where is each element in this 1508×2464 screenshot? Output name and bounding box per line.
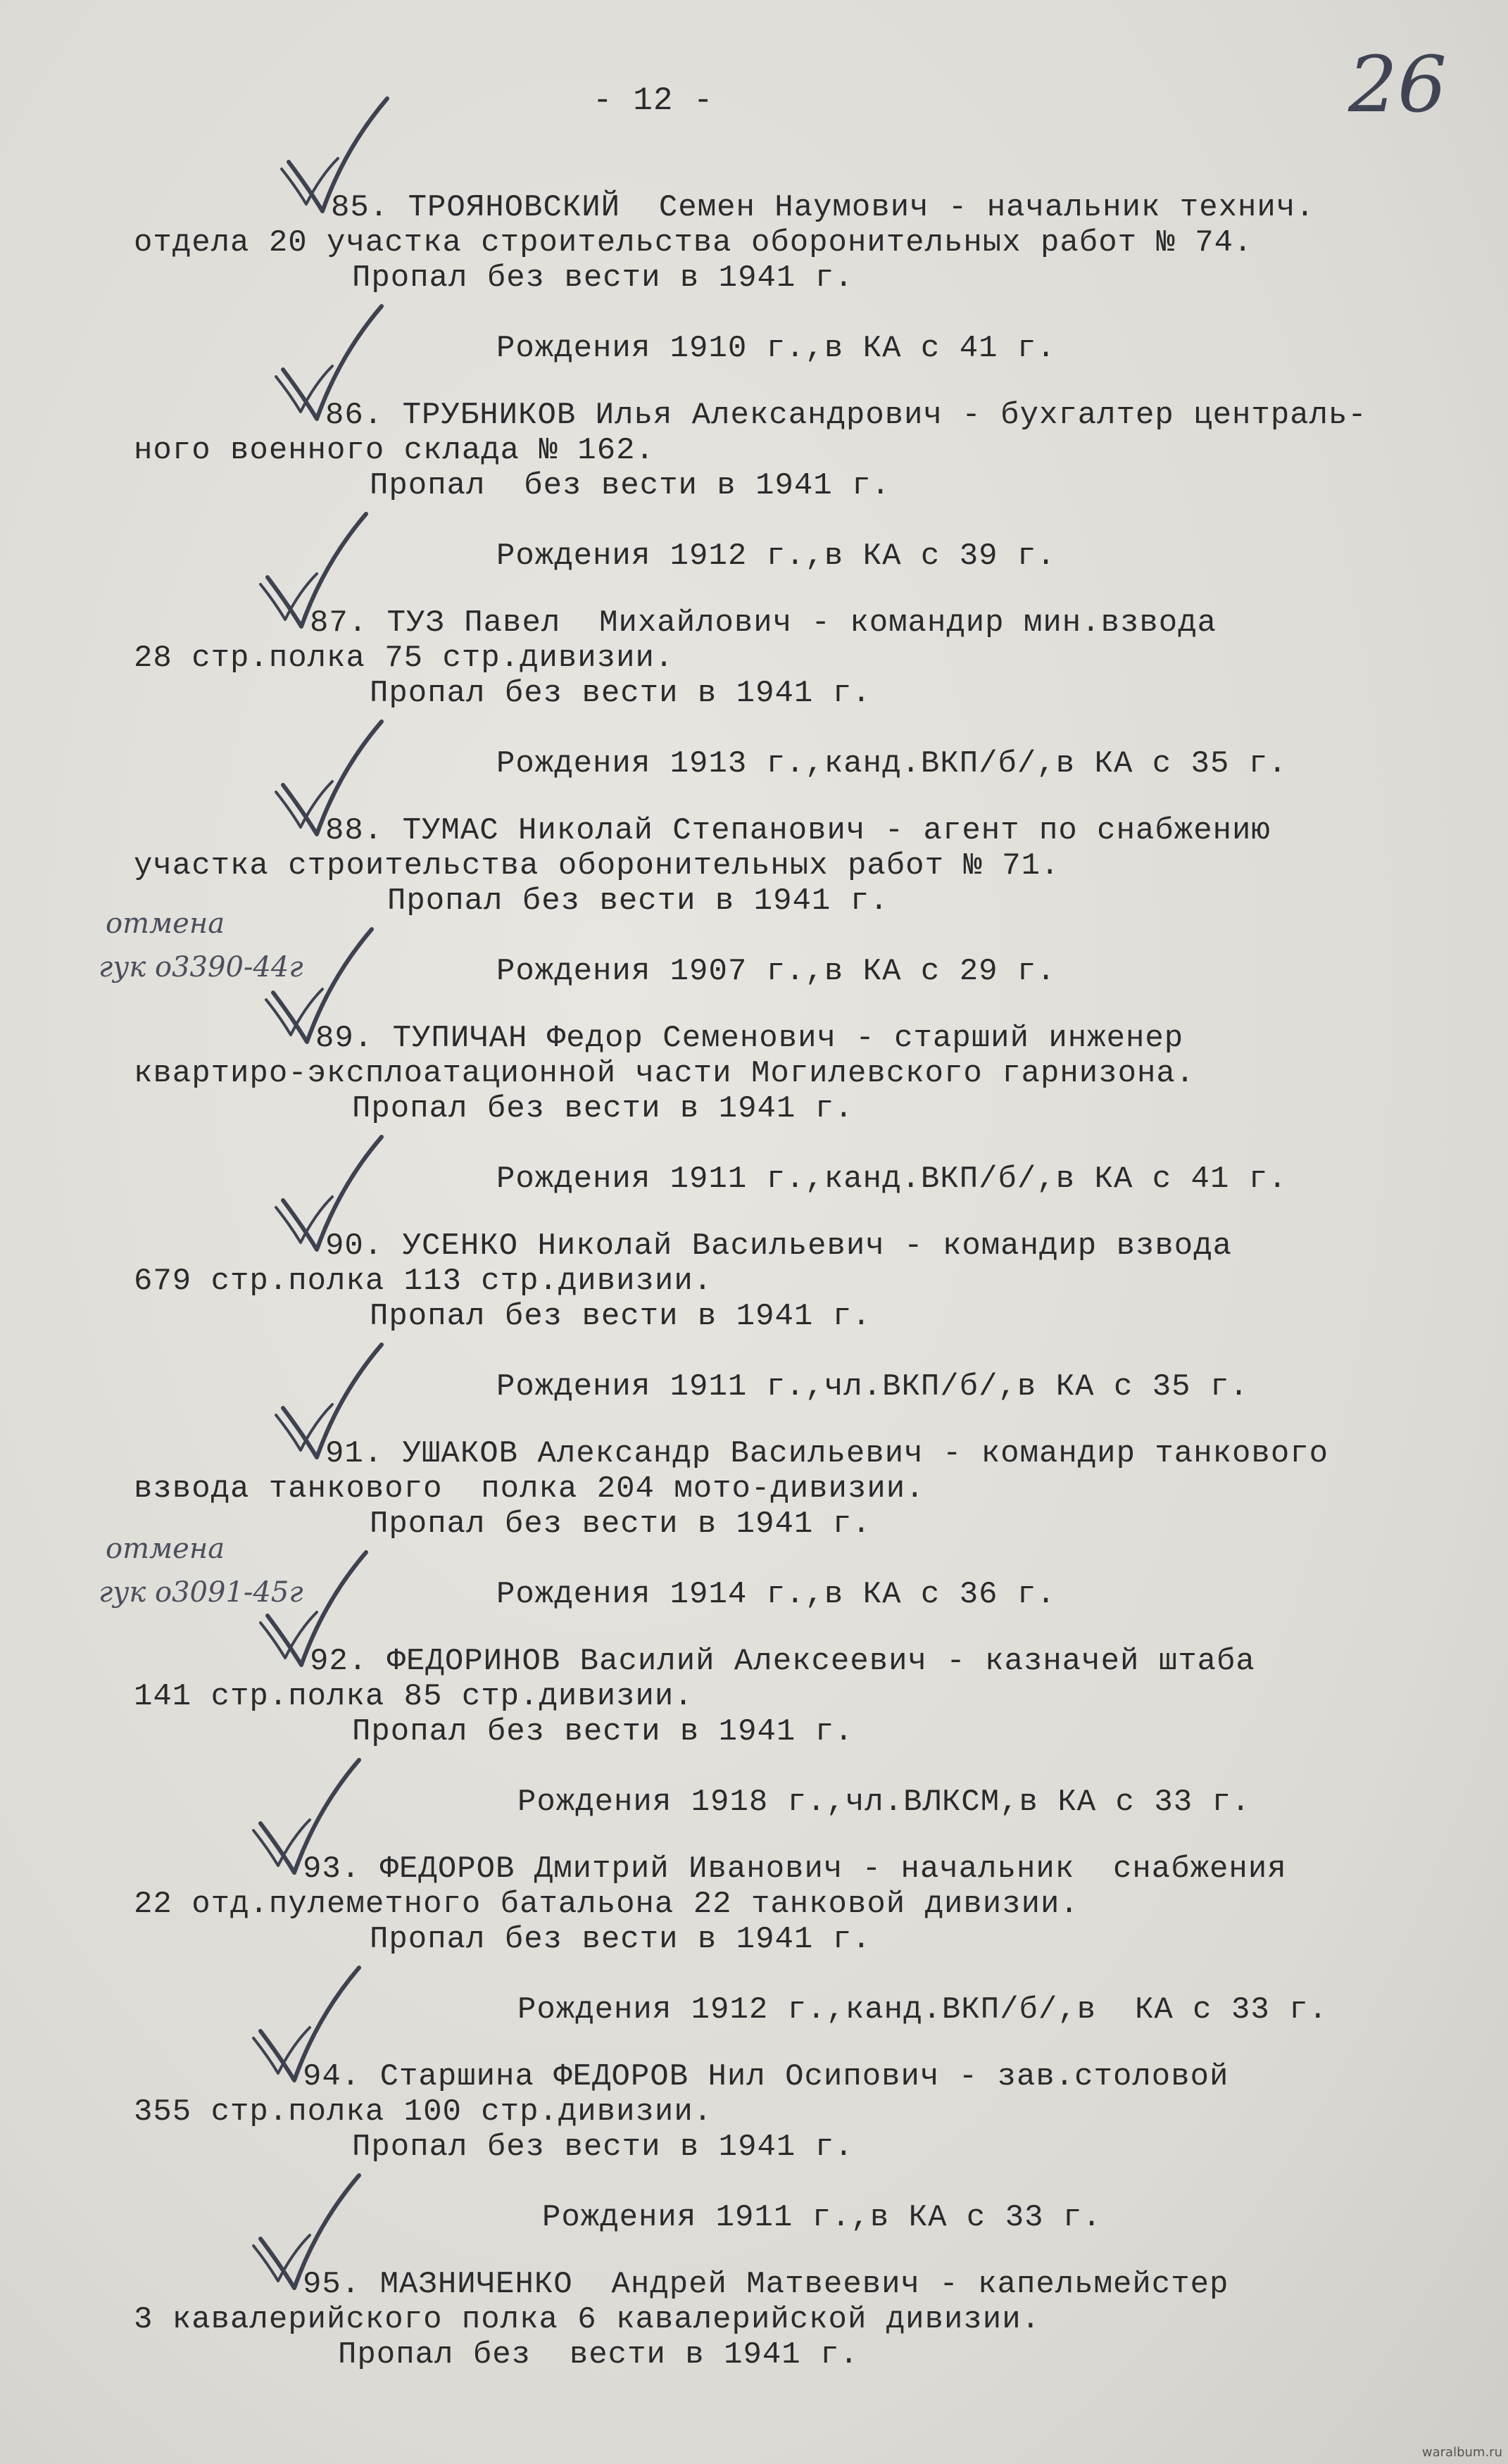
entry-birth-info: Рождения 1911 г.,канд.ВКП/б/,в КА с 41 г. [496,1162,1288,1197]
check-mark-icon [246,500,387,641]
entry-first-line [325,813,1271,848]
entry-number: 89. [315,1021,374,1056]
check-mark-icon [239,2161,380,2302]
entry-missing-status: Пропал без вести в 1941 г. [352,2130,854,2165]
entry-name-position: ТРОЯНОВСКИЙ Семен Наумович - начальник технич. [408,190,1315,225]
entry-number: 86. [325,398,384,433]
entry-unit-line: ного военного склада № 162. [134,433,655,468]
entry-unit-line: 3 кавалерийского полка 6 кавалерийской дивизии. [134,2302,1041,2337]
entry-name-position: УШАКОВ Александр Васильевич - командир танкового [402,1436,1329,1471]
entry-birth-info: Рождения 1912 г.,канд.ВКП/б/,в КА с 33 г. [517,1992,1328,2028]
entry-name-position: ТРУБНИКОВ Илья Александрович - бухгалтер централь- [402,398,1367,433]
entry-missing-status: Пропал без вести в 1941 г. [352,260,854,296]
entry-unit-line: участка строительства оборонительных работ № 71. [134,848,1060,884]
entry-unit-line: взвода танкового полка 204 мото-дивизии. [134,1471,925,1507]
entry-number: 95. [303,2267,361,2302]
entry-number: 91. [325,1436,384,1471]
entry-unit-line: квартиро-эксплоатационной части Могилевского гарнизона. [134,1056,1195,1091]
entry-missing-status: Пропал без вести в 1941 г. [370,1507,872,1542]
handwritten-annotation: гук о3091-45г [99,1576,303,1609]
handwritten-annotation: гук о3390-44г [99,951,303,983]
check-mark-icon [239,1746,380,1887]
check-mark-icon [262,708,403,848]
entry-name-position: ТУПИЧАН Федор Семенович - старший инженер [392,1021,1184,1056]
check-mark-icon [262,1331,403,1471]
entry-first-line [315,1021,1183,1056]
entry-number: 90. [325,1228,384,1264]
entry-first-line [303,2059,1229,2094]
check-mark-icon [268,84,408,225]
entry-missing-status: Пропал без вести в 1941 г. [387,884,889,919]
entry-missing-status: Пропал без вести в 1941 г. [352,1091,854,1126]
entry-birth-info: Рождения 1914 г.,в КА с 36 г. [496,1577,1056,1612]
entry-first-line [325,398,1367,433]
handwritten-annotation: отмена [106,1533,225,1565]
entry-birth-info: Рождения 1910 г.,в КА с 41 г. [496,331,1056,366]
entry-first-line [325,1228,1232,1264]
entry-number: 88. [325,813,384,848]
check-mark-icon [239,1954,380,2094]
entry-name-position: ТУЗ Павел Михайлович - командир мин.взвода [387,605,1217,641]
entry-unit-line: 355 стр.полка 100 стр.дивизии. [134,2094,713,2130]
check-mark-icon [262,1123,403,1264]
entry-missing-status: Пропал без вести в 1941 г. [370,1922,872,1957]
watermark-label: waralbum.ru [1421,2445,1502,2460]
check-mark-icon [262,292,403,433]
entry-name-position: Старшина ФЕДОРОВ Нил Осипович - зав.столовой [379,2059,1229,2094]
entry-number: 93. [303,1852,361,1887]
entry-name-position: ФЕДОРОВ Дмитрий Иванович - начальник снабжения [379,1852,1287,1887]
entry-number: 87. [310,605,368,641]
entry-name-position: ТУМАС Николай Степанович - агент по снабжению [402,813,1271,848]
entry-first-line [310,1644,1255,1679]
entry-missing-status: Пропал без вести в 1941 г. [352,1714,854,1749]
entry-birth-info: Рождения 1911 г.,в КА с 33 г. [542,2200,1102,2235]
page-number: - 12 - [593,82,714,119]
entry-first-line [303,2267,1229,2302]
entry-number: 94. [303,2059,361,2094]
entry-unit-line: 22 отд.пулеметного батальона 22 танковой дивизии. [134,1887,1079,1922]
entry-missing-status: Пропал без вести в 1941 г. [370,676,872,711]
entry-first-line [303,1852,1287,1887]
entry-name-position: УСЕНКО Николай Васильевич - командир взвода [402,1228,1233,1264]
entry-birth-info: Рождения 1907 г.,в КА с 29 г. [496,954,1056,989]
entry-unit-line: 28 стр.полка 75 стр.дивизии. [134,641,674,676]
check-mark-icon [252,915,393,1056]
entry-birth-info: Рождения 1911 г.,чл.ВКП/б/,в КА с 35 г. [496,1369,1249,1404]
entry-unit-line: 679 стр.полка 113 стр.дивизии. [134,1264,713,1299]
entry-first-line [331,190,1315,225]
entry-birth-info: Рождения 1912 г.,в КА с 39 г. [496,539,1056,574]
entry-birth-info: Рождения 1913 г.,канд.ВКП/б/,в КА с 35 г. [496,746,1288,781]
entry-first-line [310,605,1217,641]
entry-unit-line: 141 стр.полка 85 стр.дивизии. [134,1679,693,1714]
entry-missing-status: Пропал без вести в 1941 г. [370,468,891,503]
entry-first-line [325,1436,1328,1471]
handwritten-annotation: отмена [106,907,225,940]
entry-number: 92. [310,1644,368,1679]
entry-birth-info: Рождения 1918 г.,чл.ВЛКСМ,в КА с 33 г. [517,1785,1251,1820]
entry-name-position: ФЕДОРИНОВ Василий Алексеевич - казначей штаба [387,1644,1255,1679]
archive-folio-number: 26 [1348,39,1447,130]
entry-number: 85. [331,190,389,225]
entry-missing-status: Пропал без вести в 1941 г. [338,2337,859,2372]
entry-missing-status: Пропал без вести в 1941 г. [370,1299,872,1334]
entry-name-position: МАЗНИЧЕНКО Андрей Матвеевич - капельмейстер [379,2267,1229,2302]
entry-unit-line: отдела 20 участка строительства оборонительных работ № 74. [134,225,1253,260]
check-mark-icon [246,1538,387,1679]
